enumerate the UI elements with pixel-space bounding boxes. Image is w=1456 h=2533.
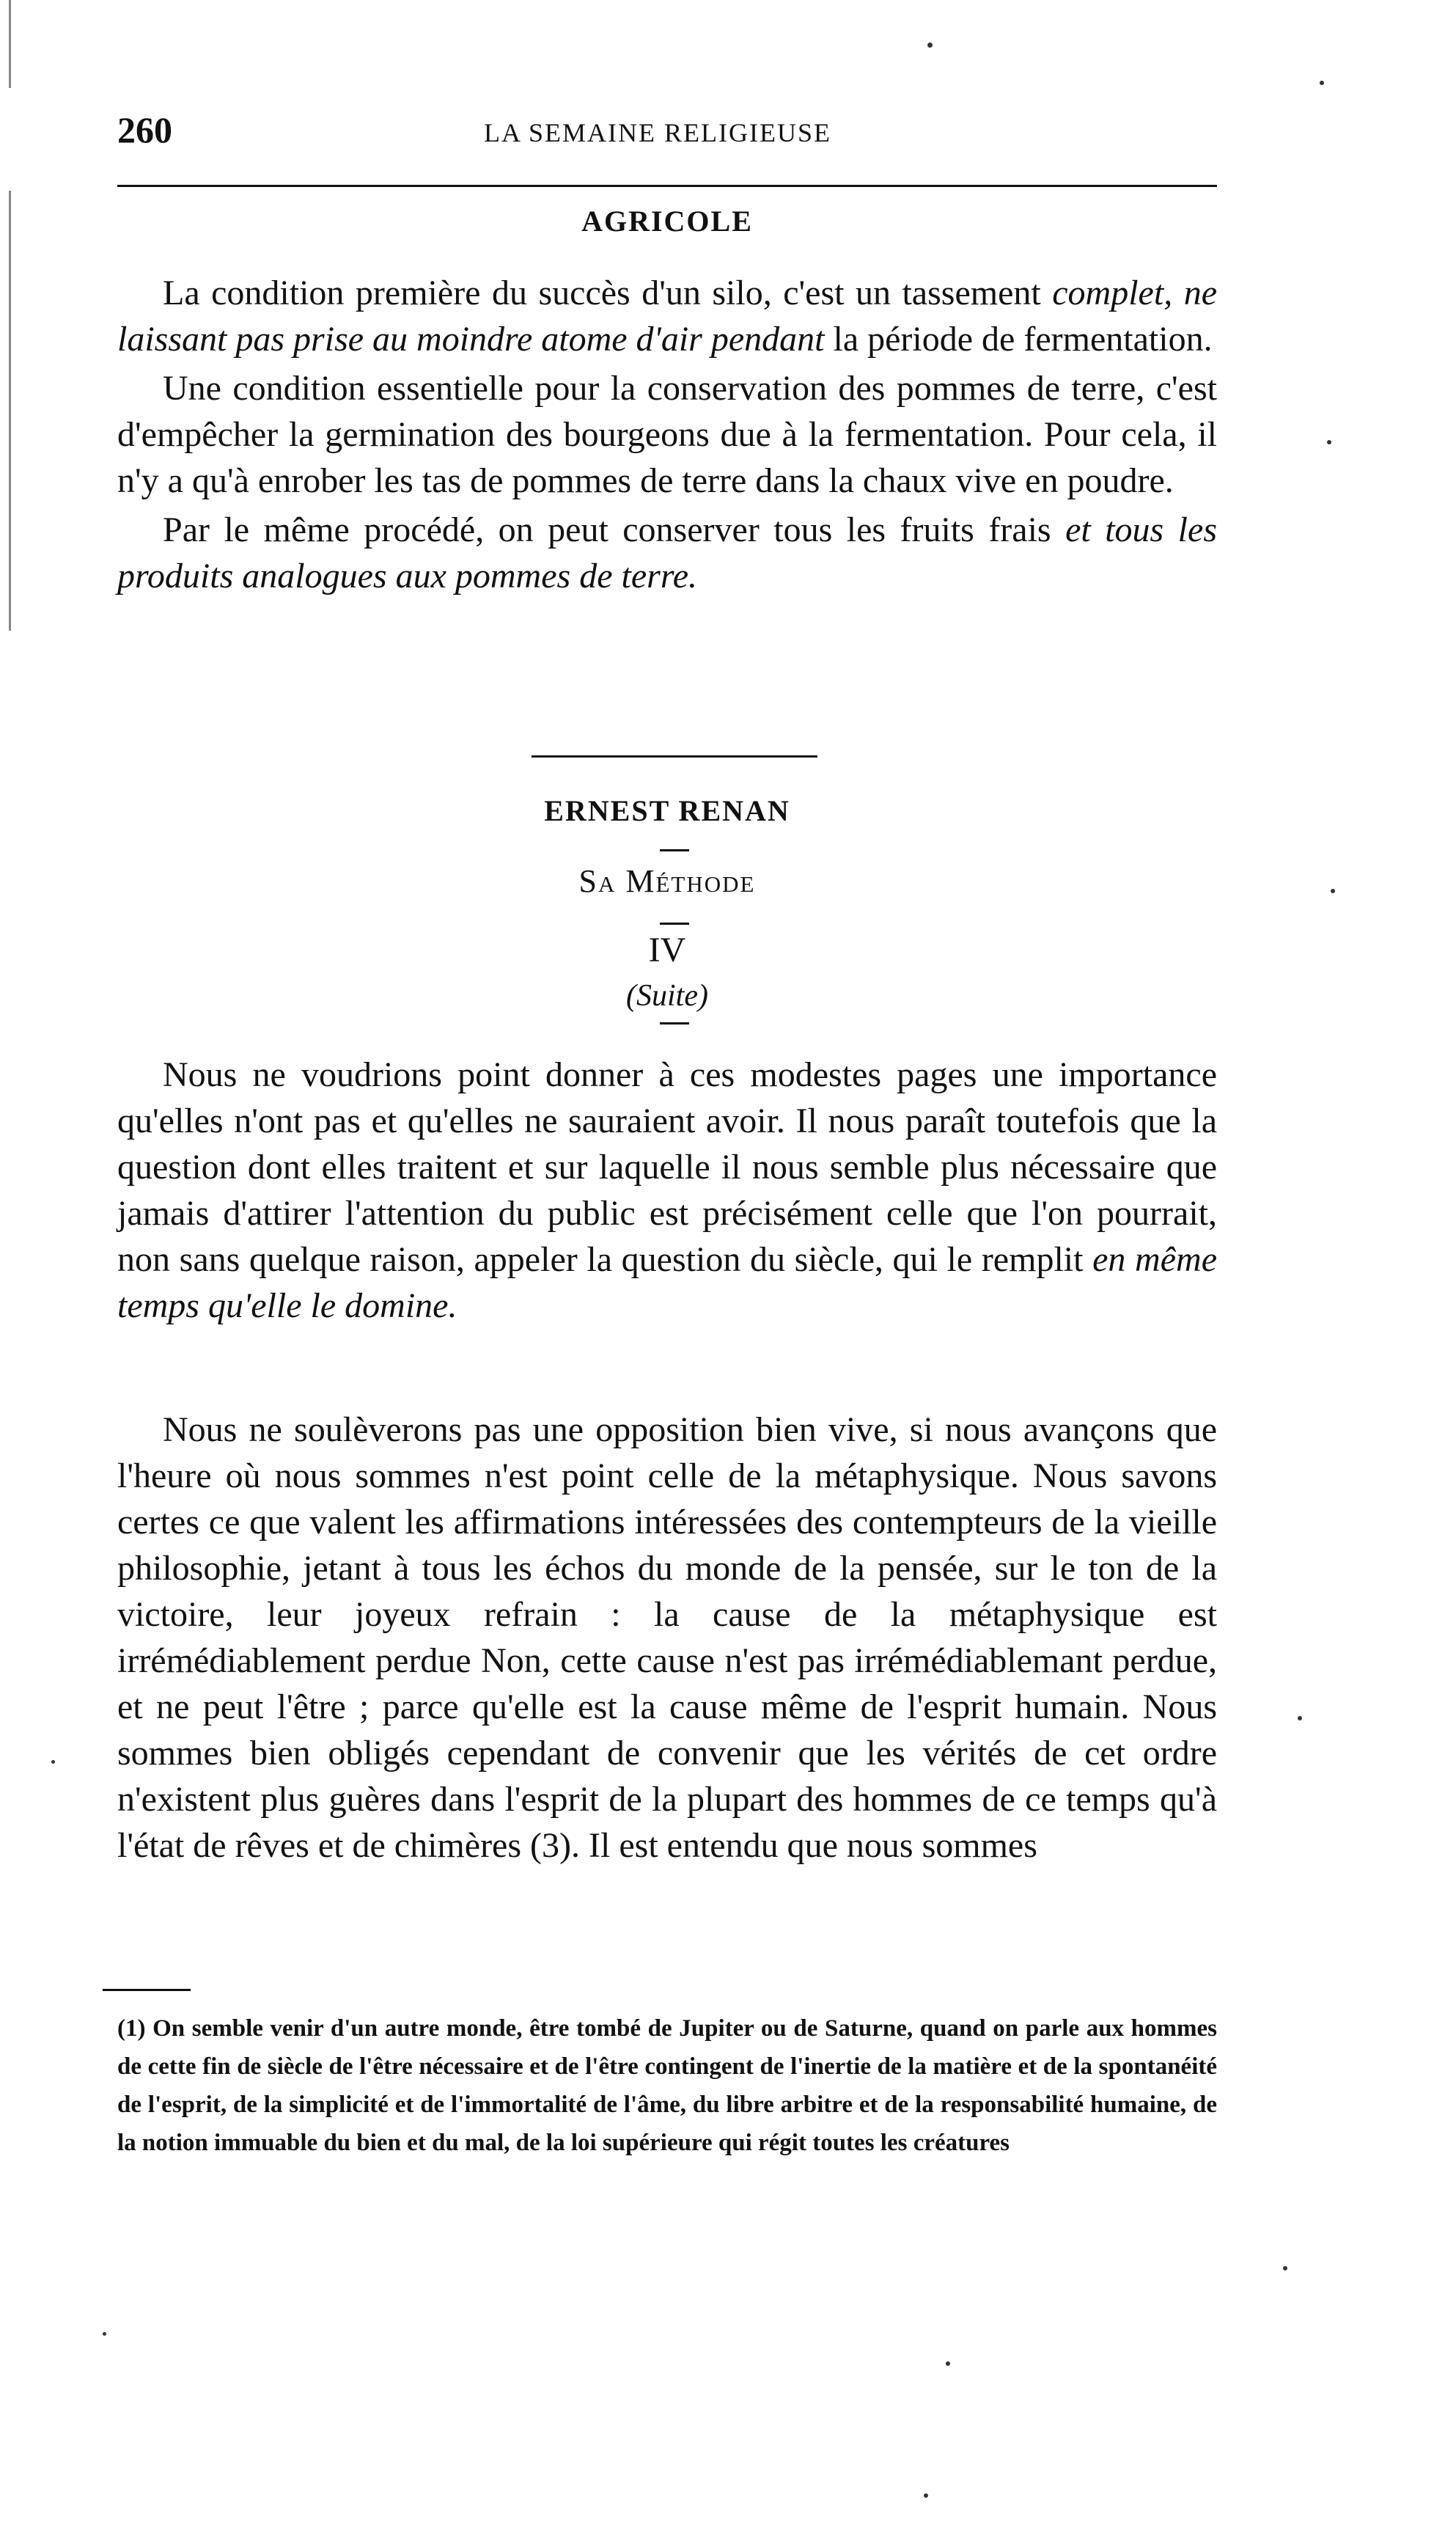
running-head: LA SEMAINE RELIGIEUSE: [484, 118, 831, 147]
agricole-p1-italic: complet, ne laissant pas prise au moindre atome d'air pendant: [117, 274, 1217, 359]
agricole-paragraph-3: [117, 507, 1217, 599]
renan-paragraph-1: [117, 1052, 1217, 1329]
scan-speck: [927, 43, 933, 48]
scan-speck: [1283, 2266, 1287, 2270]
renan-p1-italic: en même temps qu'elle le domine.: [117, 1240, 1217, 1325]
renan-body-1: [117, 1052, 1217, 1329]
agricole-paragraph-1: [117, 270, 1217, 362]
footnote-rule: [103, 1989, 191, 1991]
scan-speck: [946, 2361, 950, 2366]
agricole-p3-text: Par le même procédé, on peut conserver tous les fruits frais: [163, 510, 1066, 549]
renan-paragraph-2: Nous ne soulèverons pas une opposition bien vive, si nous avançons que l'heure où nous sommes n'est point celle de la métaphysique. Nous savons certes ce que valent les affirmations intéressées des contempteurs de la vieille philosophie, jetant à tous les échos du monde de la pensée, sur le ton de la victoire, leur joyeux refrain : la cause de la métaphysique est irrémédiablement perdue Non, cette cause n'est pas irrémédiablemant perdue, et ne peut l'être ; parce qu'elle est la cause même de l'esprit humain. Nous sommes bien obligés cependant de convenir que les vérités de cet ordre n'existent plus guères dans l'esprit de la plupart des hommes de ce temps qu'à l'état de rêves et de chimères (3). Il est entendu que nous sommes: [117, 1410, 1217, 1865]
section-title-renan: ERNEST RENAN: [544, 794, 790, 827]
header-rule: [117, 185, 1217, 187]
section-title-agricole: AGRICOLE: [581, 205, 753, 238]
agricole-p1-end: la période de fermentation.: [824, 320, 1213, 359]
scan-speck: [1298, 1716, 1302, 1720]
scan-edge-mark: [9, 0, 11, 88]
subtitle-dash: [660, 923, 689, 925]
page-header: [117, 109, 1217, 160]
suite-label: (Suite): [626, 979, 708, 1013]
agricole-body: [117, 270, 1217, 599]
scan-speck: [1331, 889, 1335, 893]
renan-body-2: [117, 1407, 1217, 1869]
scan-speck: [924, 2493, 928, 2498]
suite-dash: [660, 1022, 689, 1024]
scan-speck: [1320, 81, 1324, 85]
footnote: (1) On semble venir d'un autre monde, être tombé de Jupiter ou de Saturne, quand on parle aux hommes de cette fin de siècle de l'être nécessaire et de l'être contingent de l'inertie de la matière et de la spontanéité de l'esprit, de la simplicité et de l'immortalité de l'âme, du libre arbitre et de la responsabilité humaine, de la notion immuable du bien et du mal, de la loi supérieure qui régit toutes les créatures: [117, 2015, 1217, 2156]
agricole-paragraph-2: Une condition essentielle pour la conservation des pommes de terre, c'est d'empêcher la germination des bourgeons due à la fermentation. Pour cela, il n'y a qu'à enrober les tas de pommes de terre dans la chaux vive en poudre.: [117, 369, 1217, 500]
scan-edge-mark: [9, 191, 11, 631]
chapter-number: IV: [648, 931, 686, 969]
renan-p1-text: Nous ne voudrions point donner à ces modestes pages une importance qu'elles n'ont pas et qu'elles ne sauraient avoir. Il nous paraît toutefois que la question dont elles traitent et sur laquelle il nous semble plus nécessaire que jamais d'attirer l'attention du public est précisément celle que l'on pourrait, non sans quelque raison, appeler la question du siècle, qui le remplit: [117, 1055, 1217, 1279]
scan-speck: [51, 1760, 55, 1764]
section-divider: [532, 755, 817, 758]
title-dash: [660, 849, 689, 851]
agricole-p1-text: La condition première du succès d'un silo, c'est un tassement: [163, 274, 1053, 312]
scan-speck: [1327, 440, 1331, 444]
scan-speck: [103, 2332, 106, 2336]
renan-subtitle: Sa Méthode: [578, 863, 756, 899]
agricole-p3-italic: et tous les produits analogues aux pommes de terre.: [117, 510, 1218, 595]
page-number: 260: [117, 109, 172, 150]
